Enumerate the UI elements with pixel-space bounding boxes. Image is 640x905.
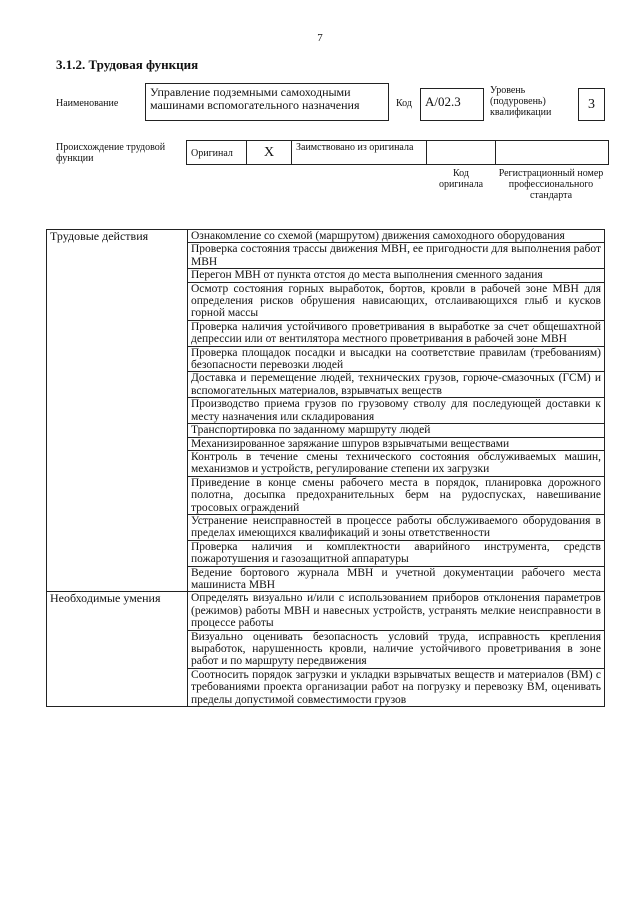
page-number: 7 [317,32,323,44]
table-cell: Определять визуально и/или с использованием приборов отклонения параметров (режимов) работы МВН и навесных устройств, устранять мелкие неисправности в процессе работы [188,592,605,630]
origin-label: Происхождение трудовой функции [56,142,166,164]
kod-value: А/02.3 [425,94,461,109]
original-label: Оригинал [191,148,233,159]
table-cell: Перегон МВН от пункта отстоя до места выполнения сменного задания [188,269,605,282]
kod-original-label: Код оригинала [438,168,484,190]
reg-number-label: Регистрационный номер профессионального стандарта [498,168,604,201]
section-heading: Необходимые умения [47,592,188,707]
borrowed-label: Заимствовано из оригинала [296,142,414,153]
table-row [47,230,605,243]
reg-number-cell [495,140,609,165]
table-cell: Приведение в конце смены рабочего места в порядок, планировка дорожного полотна, досыпка предохранительных берм на рудоспусках, навешивание тросовых ограждений [188,476,605,514]
table-cell: Доставка и перемещение людей, технических грузов, горюче-смазочных (ГСМ) и вспомогательных материалов, взрывчатых веществ [188,372,605,398]
original-mark: X [263,145,275,160]
table-cell: Ведение бортового журнала МВН и учетной документации рабочего места машиниста МВН [188,566,605,592]
main-table [46,229,605,707]
kod-box [420,88,484,121]
table-cell: Соотносить порядок загрузки и укладки взрывчатых веществ и материалов (ВМ) с требованиями проекта организации работ на погрузку и перевозку ВМ, оценивать пределы допустимой совместимости грузов [188,668,605,706]
table-row [47,592,605,630]
original-mark-cell [246,140,292,165]
table-cell: Проверка площадок посадки и высадки на соответствие правилам (требованиям) безопасности перевозки людей [188,346,605,372]
table-cell: Проверка наличия и комплектности аварийного инструмента, средств пожаротушения и газозащитной аппаратуры [188,540,605,566]
table-cell: Транспортировка по заданному маршруту людей [188,424,605,437]
naimenovanie-label: Наименование [56,98,119,109]
function-name: Управление подземными самоходными машинами вспомогательного назначения [150,85,360,112]
kod-label: Код [396,98,412,109]
table-cell: Осмотр состояния горных выработок, бортов, кровли в рабочей зоне МВН для определения рисков обрушения нависающих, отслаивающихся глыб и кусков горной массы [188,282,605,320]
level-label: Уровень (подуровень) квалификации [490,85,552,118]
table-cell: Устранение неисправностей в процессе работы обслуживаемого оборудования в пределах имеющихся квалификаций и зоны ответственности [188,514,605,540]
table-cell: Контроль в течение смены технического состояния обслуживаемых машин, механизмов и устройств, регулирование степени их загрузки [188,450,605,476]
table-cell: Проверка наличия устойчивого проветривания в выработке за счет общешахтной депрессии или от вентилятора местного проветривания в рабочей зоне МВН [188,320,605,346]
section-heading: Трудовые действия [47,230,188,592]
original-cell [186,140,247,165]
function-name-box [145,83,389,121]
kod-original-cell [426,140,496,165]
table-cell: Проверка состояния трассы движения МВН, ее пригодности для выполнения работ МВН [188,243,605,269]
table-cell: Производство приема грузов по грузовому стволу для последующей доставки к месту назначения или складирования [188,398,605,424]
level-value: 3 [588,97,595,112]
table-cell: Ознакомление со схемой (маршрутом) движения самоходного оборудования [188,230,605,243]
origin-row [186,140,609,165]
section-title: 3.1.2. Трудовая функция [56,57,199,72]
level-box [578,88,605,121]
table-cell: Визуально оценивать безопасность условий труда, исправность крепления выработок, нарушенность кровли, наличие устойчивого проветривания в зоне работ и по маршруту передвижения [188,630,605,668]
borrowed-cell [291,140,427,165]
table-cell: Механизированное заряжание шпуров взрывчатыми веществами [188,437,605,450]
